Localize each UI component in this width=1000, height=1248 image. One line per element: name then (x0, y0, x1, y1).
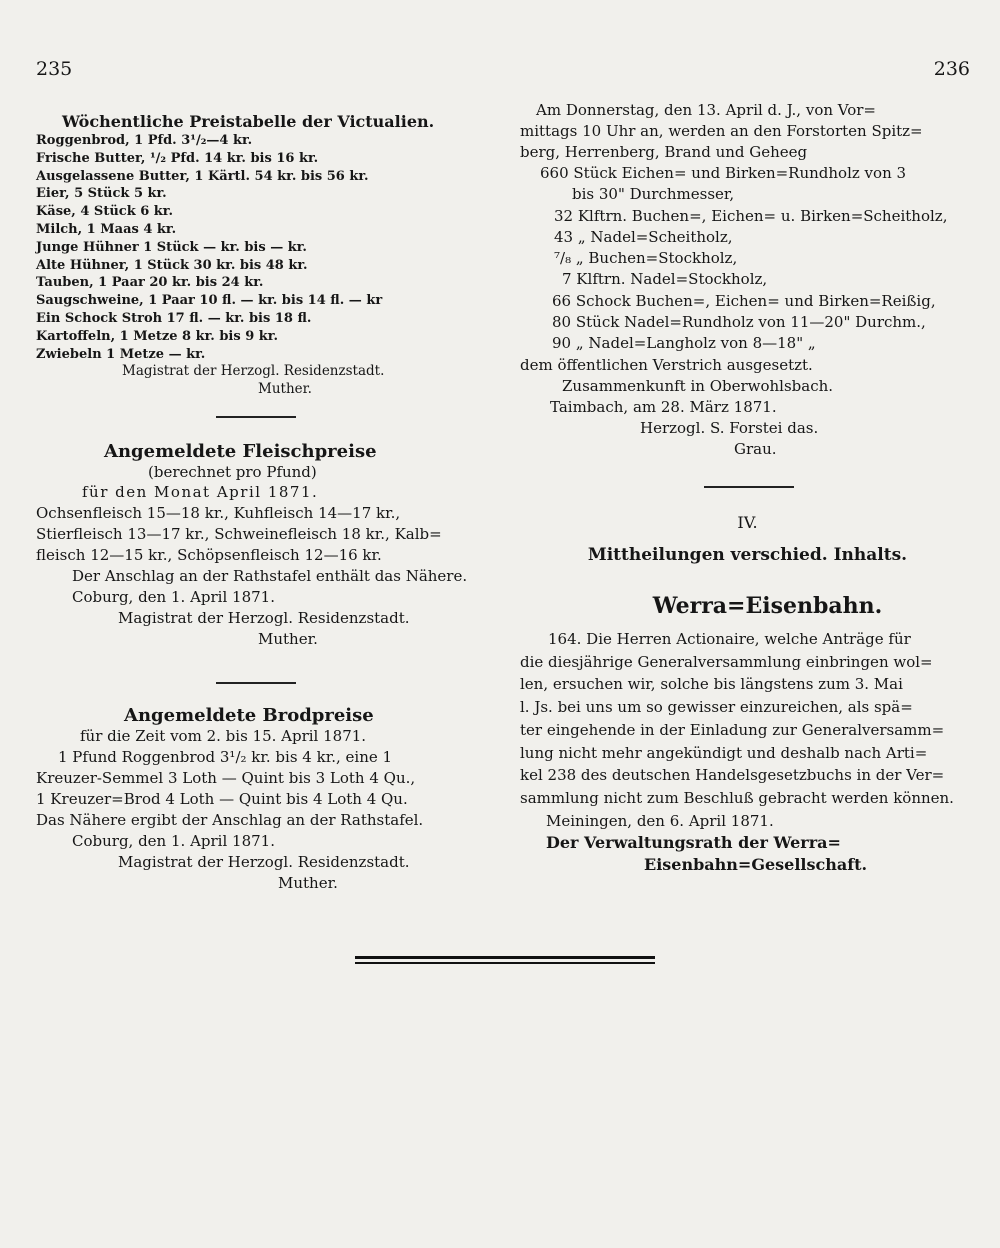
victualien-item: Saugschweine, 1 Paar 10 fl. — kr. bis 14 fl. — kr (36, 293, 383, 309)
werra-section (520, 592, 975, 876)
victualien-item: Alte Hühner, 1 Stück 30 kr. bis 48 kr. (36, 257, 308, 273)
fleisch-subtitle: (berechnet pro Pfund) (148, 463, 317, 481)
werra-text-line: 164. Die Herren Actionaire, welche Anträge für (548, 630, 911, 648)
fleisch-list (36, 503, 506, 566)
victualien-item: Käse, 4 Stück 6 kr. (36, 204, 173, 220)
victualien-item: Junge Hühner 1 Stück — kr. bis — kr. (36, 239, 307, 255)
werra-text-line: kel 238 des deutschen Handelsgesetzbuchs in der Ver= (520, 766, 945, 785)
holz-intro (520, 100, 975, 163)
holz-item: 660 Stück Eichen= und Birken=Rundholz von 3 (540, 164, 907, 182)
holz-place-date: Taimbach, am 28. März 1871. (550, 397, 777, 416)
victualien-item: Kartoffeln, 1 Metze 8 kr. bis 9 kr. (36, 328, 278, 344)
separator-3 (520, 486, 975, 488)
werra-text-line: sammlung nicht zum Beschluß gebracht werden können. (520, 788, 954, 807)
holz-item: 80 Stück Nadel=Rundholz von 11—20" Durchm., (552, 313, 926, 332)
page-number-left: 235 (36, 58, 73, 80)
werra-text-line: ter eingehende in der Einladung zur Generalversamm= (520, 720, 945, 739)
section-iv-numeral: IV. (737, 513, 758, 532)
victualien-signature-name: Muther. (258, 381, 312, 398)
werra-text-line: len, ersuchen wir, solche bis längstens zum 3. Mai (520, 675, 903, 694)
werra-title: Werra=Eisenbahn. (652, 593, 883, 619)
werra-text-line: lung nicht mehr angekündigt und deshalb nach Arti= (520, 743, 928, 762)
victualien-item: Frische Butter, ¹/₂ Pfd. 14 kr. bis 16 kr. (36, 150, 319, 166)
brod-section (36, 706, 506, 894)
werra-text-line: die diesjährige Generalversammlung einbringen wol= (520, 652, 933, 671)
brod-list (36, 747, 506, 831)
fleisch-price-line: Ochsenfleisch 15—18 kr., Kuhfleisch 14—17 kr., (36, 504, 401, 522)
fleisch-price-line: Stierfleisch 13—17 kr., Schweinefleisch 18 kr., Kalb= (36, 525, 442, 543)
werra-signature-line2: Eisenbahn=Gesellschaft. (644, 854, 868, 874)
holz-intro-line: mittags 10 Uhr an, werden an den Forstorten Spitz= (520, 122, 923, 140)
holz-meeting: Zusammenkunft in Oberwohlsbach. (562, 376, 834, 395)
holz-intro-line: Am Donnerstag, den 13. April d. J., von Vor= (536, 101, 877, 119)
victualien-item: Eier, 5 Stück 5 kr. (36, 186, 167, 202)
victualien-item: Tauben, 1 Paar 20 kr. bis 24 kr. (36, 275, 264, 291)
fleisch-month: für den Monat April 1871. (82, 483, 319, 501)
victualien-section (36, 112, 506, 399)
fleisch-note: Der Anschlag an der Rathstafel enthält das Nähere. (72, 567, 468, 585)
victualien-item: Milch, 1 Maas 4 kr. (36, 221, 177, 237)
holz-item: 7 Klftrn. Nadel=Stockholz, (562, 270, 768, 289)
closing-double-rule (355, 956, 655, 964)
holz-item: ⁷/₈ „ Buchen=Stockholz, (554, 249, 738, 268)
victualien-signature-authority: Magistrat der Herzogl. Residenzstadt. (122, 363, 385, 380)
fleisch-place-date: Coburg, den 1. April 1871. (72, 588, 275, 606)
holz-outro: dem öffentlichen Verstrich ausgesetzt. (520, 355, 813, 374)
brod-place-date: Coburg, den 1. April 1871. (72, 832, 275, 850)
werra-signature-line1: Der Verwaltungsrath der Werra= (546, 832, 841, 852)
holz-items-list (520, 163, 975, 355)
brod-price-line: 1 Pfund Roggenbrod 3¹/₂ kr. bis 4 kr., eine 1 (58, 748, 393, 766)
separator-2 (36, 682, 506, 684)
werra-place-date: Meiningen, den 6. April 1871. (546, 811, 774, 830)
holz-item: 66 Schock Buchen=, Eichen= und Birken=Reißig, (552, 291, 936, 310)
fleisch-signature-name: Muther. (258, 630, 318, 648)
brod-price-line: Kreuzer-Semmel 3 Loth — Quint bis 3 Loth 4 Qu., (36, 769, 416, 787)
section-iv (520, 512, 975, 570)
brod-signature-authority: Magistrat der Herzogl. Residenzstadt. (118, 853, 410, 871)
victualien-item: Roggenbrod, 1 Pfd. 3¹/₂—4 kr. (36, 133, 253, 148)
victualien-item: Ein Schock Stroh 17 fl. — kr. bis 18 fl. (36, 310, 312, 326)
fleisch-section (36, 442, 506, 650)
brod-title: Angemeldete Brodpreise (124, 705, 374, 726)
holz-item: bis 30" Durchmesser, (572, 185, 735, 204)
werra-announcement (520, 628, 975, 810)
brod-price-line: Das Nähere ergibt der Anschlag an der Rathstafel. (36, 811, 424, 829)
brod-period: für die Zeit vom 2. bis 15. April 1871. (80, 727, 367, 745)
holz-intro-line: berg, Herrenberg, Brand und Geheeg (520, 143, 808, 161)
section-iv-heading: Mittheilungen verschied. Inhalts. (587, 545, 908, 565)
separator-1 (36, 416, 506, 418)
holz-signature-name: Grau. (734, 439, 777, 458)
werra-text-line: l. Js. bei uns um so gewisser einzureichen, als spä= (520, 698, 913, 717)
holz-item: 90 „ Nadel=Langholz von 8—18" „ (552, 334, 816, 353)
holz-item: 43 „ Nadel=Scheitholz, (554, 227, 733, 246)
victualien-item: Zwiebeln 1 Metze — kr. (36, 346, 206, 362)
victualien-item: Ausgelassene Butter, 1 Kärtl. 54 kr. bis 56 kr. (36, 168, 369, 184)
brod-price-line: 1 Kreuzer=Brod 4 Loth — Quint bis 4 Loth 4 Qu. (36, 790, 408, 808)
fleisch-title: Angemeldete Fleischpreise (104, 441, 377, 462)
holz-item: 32 Klftrn. Buchen=, Eichen= u. Birken=Scheitholz, (554, 206, 948, 225)
brod-signature-name: Muther. (278, 874, 338, 892)
victualien-list (36, 132, 506, 363)
fleisch-signature-authority: Magistrat der Herzogl. Residenzstadt. (118, 609, 410, 627)
page-number-right: 236 (933, 58, 970, 80)
victualien-title: Wöchentliche Preistabelle der Victualien. (62, 112, 435, 131)
holz-section (520, 100, 975, 460)
fleisch-price-line: fleisch 12—15 kr., Schöpsenfleisch 12—16 kr. (36, 546, 382, 564)
holz-signature-authority: Herzogl. S. Forstei das. (640, 418, 819, 437)
